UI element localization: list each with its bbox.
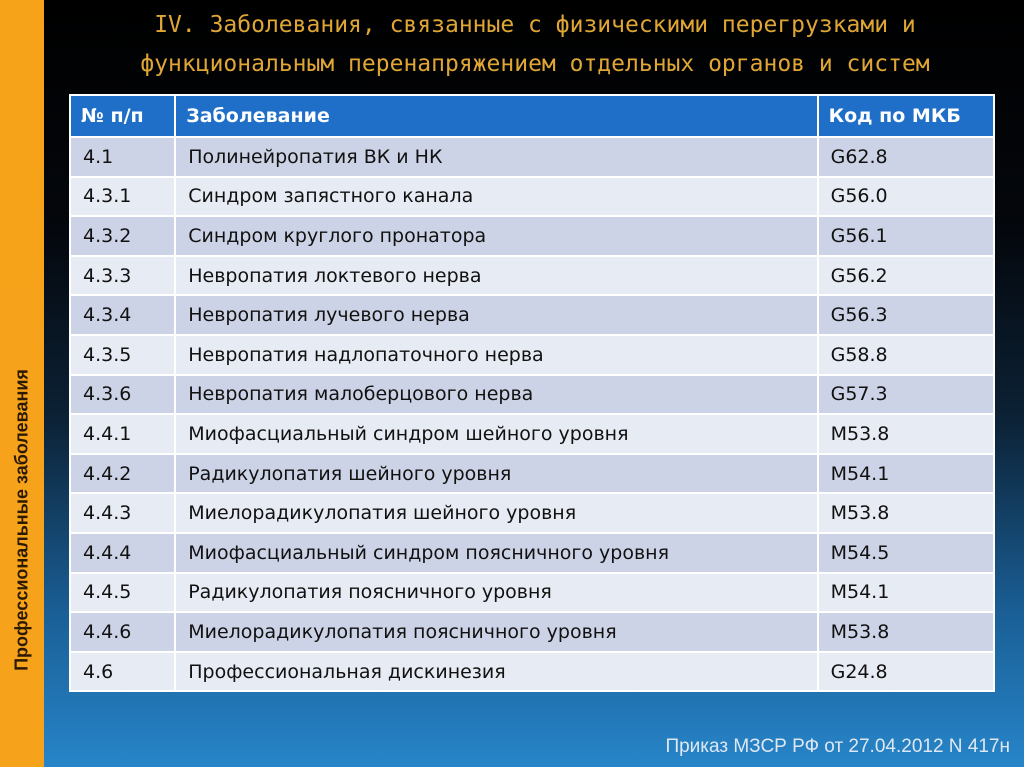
cell-disease: Радикулопатия шейного уровня (175, 454, 817, 494)
cell-number: 4.4.6 (70, 612, 175, 652)
cell-icd-code: G57.3 (818, 375, 994, 415)
cell-disease: Невропатия локтевого нерва (175, 256, 817, 296)
table-row (70, 652, 994, 692)
cell-number: 4.3.3 (70, 256, 175, 296)
table-row (70, 335, 994, 375)
cell-disease: Миофасциальный синдром шейного уровня (175, 414, 817, 454)
cell-number: 4.4.4 (70, 533, 175, 573)
cell-number: 4.4.5 (70, 573, 175, 613)
cell-icd-code: M54.1 (818, 573, 994, 613)
cell-icd-code: M54.1 (818, 454, 994, 494)
cell-number: 4.4.3 (70, 493, 175, 533)
cell-number: 4.3.6 (70, 375, 175, 415)
cell-disease: Миелорадикулопатия шейного уровня (175, 493, 817, 533)
table-row (70, 493, 994, 533)
cell-disease: Невропатия малоберцового нерва (175, 375, 817, 415)
cell-disease: Миелорадикулопатия поясничного уровня (175, 612, 817, 652)
cell-icd-code: M53.8 (818, 612, 994, 652)
title-line-1: IV. Заболевания, связанные с физическими перегрузками и (154, 12, 916, 38)
cell-number: 4.3.4 (70, 295, 175, 335)
cell-disease: Невропатия лучевого нерва (175, 295, 817, 335)
cell-icd-code: M54.5 (818, 533, 994, 573)
table-row (70, 375, 994, 415)
cell-number: 4.6 (70, 652, 175, 692)
cell-disease: Радикулопатия поясничного уровня (175, 573, 817, 613)
cell-number: 4.3.1 (70, 177, 175, 217)
table-row (70, 256, 994, 296)
cell-disease: Миофасциальный синдром поясничного уровня (175, 533, 817, 573)
cell-icd-code: G24.8 (818, 652, 994, 692)
table-row (70, 533, 994, 573)
table-row (70, 137, 994, 177)
table-row (70, 295, 994, 335)
slide-title (60, 6, 1010, 84)
source-citation: Приказ МЗСР РФ от 27.04.2012 N 417н (665, 736, 1010, 757)
cell-disease: Синдром запястного канала (175, 177, 817, 217)
table-row (70, 573, 994, 613)
cell-number: 4.3.5 (70, 335, 175, 375)
cell-icd-code: M53.8 (818, 493, 994, 533)
header-number: № п/п (70, 95, 175, 137)
header-icd-code: Код по МКБ (818, 95, 994, 137)
cell-icd-code: G56.3 (818, 295, 994, 335)
table-row (70, 612, 994, 652)
cell-icd-code: G56.0 (818, 177, 994, 217)
cell-icd-code: G62.8 (818, 137, 994, 177)
table-row (70, 454, 994, 494)
cell-disease: Профессиональная дискинезия (175, 652, 817, 692)
cell-icd-code: G56.2 (818, 256, 994, 296)
cell-disease: Полинейропатия ВК и НК (175, 137, 817, 177)
disease-table (69, 94, 995, 692)
side-label: Профессиональные заболевания (11, 369, 32, 671)
cell-icd-code: G56.1 (818, 216, 994, 256)
table-header-row (70, 95, 994, 137)
header-disease: Заболевание (175, 95, 817, 137)
cell-number: 4.4.2 (70, 454, 175, 494)
cell-disease: Невропатия надлопаточного нерва (175, 335, 817, 375)
table-row (70, 216, 994, 256)
cell-number: 4.4.1 (70, 414, 175, 454)
side-band (0, 0, 44, 767)
cell-icd-code: M53.8 (818, 414, 994, 454)
table-row (70, 414, 994, 454)
table-row (70, 177, 994, 217)
title-line-2: функциональным перенапряжением отдельных органов и систем (140, 51, 930, 77)
cell-number: 4.3.2 (70, 216, 175, 256)
cell-number: 4.1 (70, 137, 175, 177)
cell-icd-code: G58.8 (818, 335, 994, 375)
cell-disease: Синдром круглого пронатора (175, 216, 817, 256)
